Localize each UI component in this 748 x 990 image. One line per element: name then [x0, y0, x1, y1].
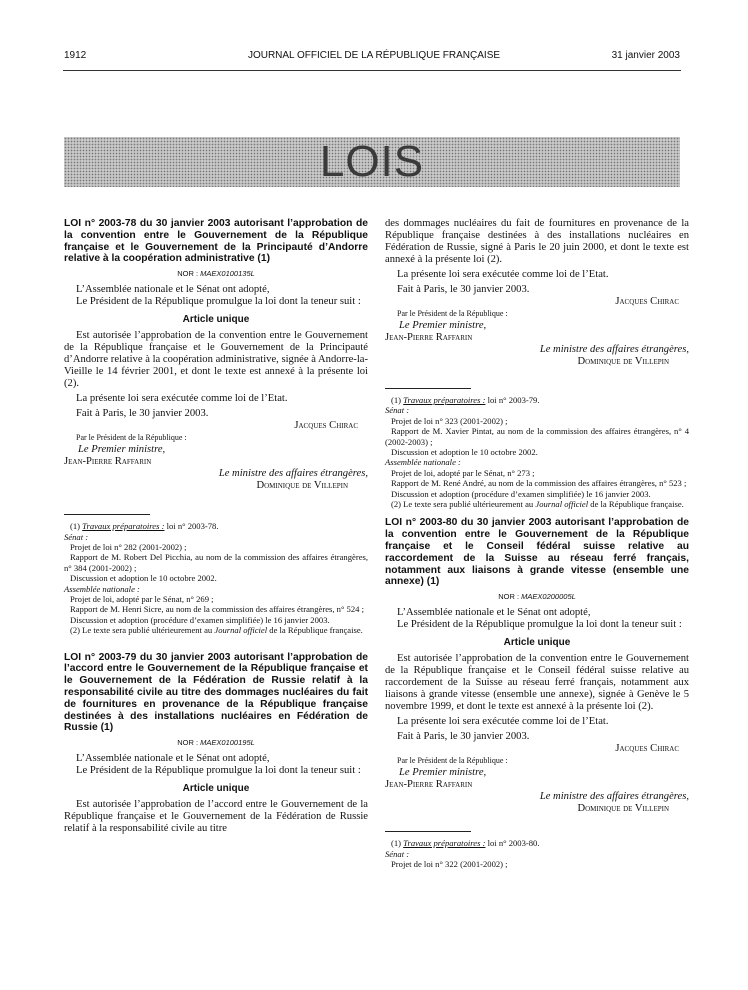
law1-notes-rule — [64, 514, 150, 515]
law2-intro-2: Le Président de la République promulgue la loi dont la teneur suit : — [76, 765, 361, 777]
law2-note-s3: Discussion et adoption le 10 octobre 2002. — [391, 447, 538, 458]
law3-notes-rule — [385, 831, 471, 832]
law1-minister-name: Dominique de Villepin — [256, 480, 348, 492]
issue-date: 31 janvier 2003 — [611, 50, 680, 61]
law1-execution: La présente loi sera exécutée comme loi de l’Etat. — [76, 393, 288, 405]
law2-article-text-cont: des dommages nucléaires du fait de fournitures en provenance de la République française destinées à des installations nucléaires en Fédération de Russie, signé à Paris le 20 juin 2000, et dont le texte est annexé à la présente loi (2). — [385, 218, 689, 265]
law3-minister-title: Le ministre des affaires étrangères, — [539, 791, 689, 803]
running-header — [0, 50, 748, 64]
law2-article-heading: Article unique — [182, 783, 250, 795]
law1-intro-2: Le Président de la République promulgue la loi dont la teneur suit : — [76, 296, 361, 308]
law2-place-date: Fait à Paris, le 30 janvier 2003. — [397, 284, 530, 295]
law3-note-1: (1) Travaux préparatoires : loi n° 2003-80. — [391, 838, 540, 849]
law1-note-a1: Projet de loi, adopté par le Sénat, n° 269 ; — [70, 594, 214, 605]
law1-note-senat: Sénat : — [64, 531, 89, 542]
law3-article-heading: Article unique — [503, 637, 571, 649]
law3-intro-1: L’Assemblée nationale et le Sénat ont adopté, — [397, 607, 591, 619]
law1-note-an: Assemblée nationale : — [64, 583, 140, 594]
law3-article-text: Est autorisée l’approbation de la convention entre le Gouvernement de la République française et le Conseil fédéral suisse relative au raccordement de la Suisse au réseau ferré français, notamment aux liaisons à grande vitesse (ensemble une annexe), signée à Genève le 5 novembre 1999, et dont le texte est annexé à la présente loi (2). — [385, 653, 689, 713]
law2-note-a1: Projet de loi, adopté par le Sénat, n° 273 ; — [391, 467, 535, 478]
law1-by-president: Par le Président de la République : — [76, 433, 187, 443]
law3-execution: La présente loi sera exécutée comme loi de l’Etat. — [397, 716, 609, 728]
law1-note-s3: Discussion et adoption le 10 octobre 2002. — [70, 573, 217, 584]
law1-article-text: Est autorisée l’approbation de la convention entre le Gouvernement de la République française et le Gouvernement de la Principauté d’Andorre relative à la coopération administrative, signée à Andorre-la-Vieille le 14 février 2001, et dont le texte est annexé à la présente loi (2). — [64, 330, 368, 390]
right-column — [385, 218, 689, 869]
law3-note-s1: Projet de loi n° 322 (2001-2002) ; — [391, 859, 508, 870]
law2-execution: La présente loi sera exécutée comme loi de l’Etat. — [397, 269, 609, 280]
law1-pm-name: Jean-Pierre Raffarin — [64, 456, 152, 468]
law3-pm-title: Le Premier ministre, — [399, 767, 487, 779]
law2-minister-title: Le ministre des affaires étrangères, — [539, 344, 689, 355]
law1-place-date: Fait à Paris, le 30 janvier 2003. — [76, 408, 209, 420]
law1-note-1: (1) Travaux préparatoires : loi n° 2003-78. — [70, 521, 219, 532]
law2-note-s1: Projet de loi n° 323 (2001-2002) ; — [391, 415, 508, 426]
law2-pm-title: Le Premier ministre, — [399, 320, 487, 331]
law2-article-text-start: Est autorisée l’approbation de l’accord entre le Gouvernement de la République française et le Gouvernement de la Fédération de Russie relatif à la responsabilité civile au titre — [64, 799, 368, 835]
law1-note-2: (2) Le texte sera publié ultérieurement au Journal officiel de la République française. — [70, 625, 363, 636]
law3-signatory: Jacques Chirac — [615, 743, 679, 755]
law1-note-s1: Projet de loi n° 282 (2001-2002) ; — [70, 542, 187, 552]
law1-article-heading: Article unique — [182, 314, 250, 326]
law2-note-2: (2) Le texte sera publié ultérieurement au Journal officiel de la République française. — [391, 499, 684, 510]
law2-by-president: Par le Président de la République : — [397, 309, 508, 318]
law3-minister-name: Dominique de Villepin — [577, 803, 669, 815]
law3-nor: NOR : MAEX0200005L — [498, 592, 576, 602]
law1-minister-title: Le ministre des affaires étrangères, — [218, 468, 368, 480]
law2-title: LOI n° 2003-79 du 30 janvier 2003 autorisant l’approbation de l’accord entre le Gouvernement de la République française et le Gouvernement de la Fédération de Russie relatif à la responsabilité civile au titre des dommages nucléaires du fait de fournitures en provenance de la République française destinées à des installations nucléaires en Fédération de Russie (1) — [64, 651, 368, 734]
law2-minister-name: Dominique de Villepin — [577, 356, 669, 367]
law2-nor: NOR : MAEX0100195L — [177, 738, 255, 748]
section-title: LOIS — [319, 137, 425, 186]
law1-pm-title: Le Premier ministre, — [78, 444, 166, 456]
law2-intro-1: L’Assemblée nationale et le Sénat ont adopté, — [76, 753, 270, 765]
law3-title: LOI n° 2003-80 du 30 janvier 2003 autorisant l’approbation de la convention entre le Gouvernement de la République française et le Conseil fédéral suisse relative au raccordement de la Suisse au réseau ferré français, notamment aux liaisons à grande vitesse (ensemble une annexe) (1) — [385, 517, 689, 588]
law1-signatory: Jacques Chirac — [294, 420, 358, 432]
law1-note-s2: Rapport de M. Robert Del Picchia, au nom de la commission des affaires étrangères, n° 384 (2001-2002) ; — [64, 552, 368, 573]
law1-note-a3: Discussion et adoption (procédure d’examen simplifiée) le 16 janvier 2003. — [70, 614, 330, 625]
law2-note-senat: Sénat : — [385, 405, 410, 416]
law3-pm-name: Jean-Pierre Raffarin — [385, 779, 473, 791]
page-number: 1912 — [64, 50, 87, 61]
law1-note-a2: Rapport de M. Henri Sicre, au nom de la commission des affaires étrangères, n° 524 ; — [70, 604, 364, 615]
law1-nor: NOR : MAEX0100135L — [177, 269, 255, 279]
law3-by-president: Par le Président de la République : — [397, 756, 508, 766]
header-rule — [63, 70, 681, 71]
law3-place-date: Fait à Paris, le 30 janvier 2003. — [397, 731, 530, 743]
law2-note-1: (1) Travaux préparatoires : loi n° 2003-79. — [391, 395, 540, 405]
left-column — [64, 218, 368, 835]
law2-notes-rule — [385, 388, 471, 389]
law2-note-a2: Rapport de M. René André, au nom de la commission des affaires étrangères, n° 523 ; — [391, 478, 687, 489]
law2-signatory: Jacques Chirac — [615, 296, 679, 307]
law3-intro-2: Le Président de la République promulgue la loi dont la teneur suit : — [397, 619, 682, 631]
journal-title: JOURNAL OFFICIEL DE LA RÉPUBLIQUE FRANÇAISE — [247, 50, 501, 61]
law2-pm-name: Jean-Pierre Raffarin — [385, 332, 473, 343]
law1-intro-1: L’Assemblée nationale et le Sénat ont adopté, — [76, 284, 270, 296]
law2-note-an: Assemblée nationale : — [385, 457, 461, 468]
law2-note-s2: Rapport de M. Xavier Pintat, au nom de la commission des affaires étrangères, n° 4 (2002-2003) ; — [385, 426, 689, 447]
law2-note-a3: Discussion et adoption (procédure d’examen simplifiée) le 16 janvier 2003. — [391, 488, 651, 499]
law3-note-senat: Sénat : — [385, 848, 410, 859]
law1-title: LOI n° 2003-78 du 30 janvier 2003 autorisant l’approbation de la convention entre le Gouvernement de la République française et le Gouvernement de la Principauté d’Andorre relative à la coopération administrative (1) — [64, 218, 368, 265]
